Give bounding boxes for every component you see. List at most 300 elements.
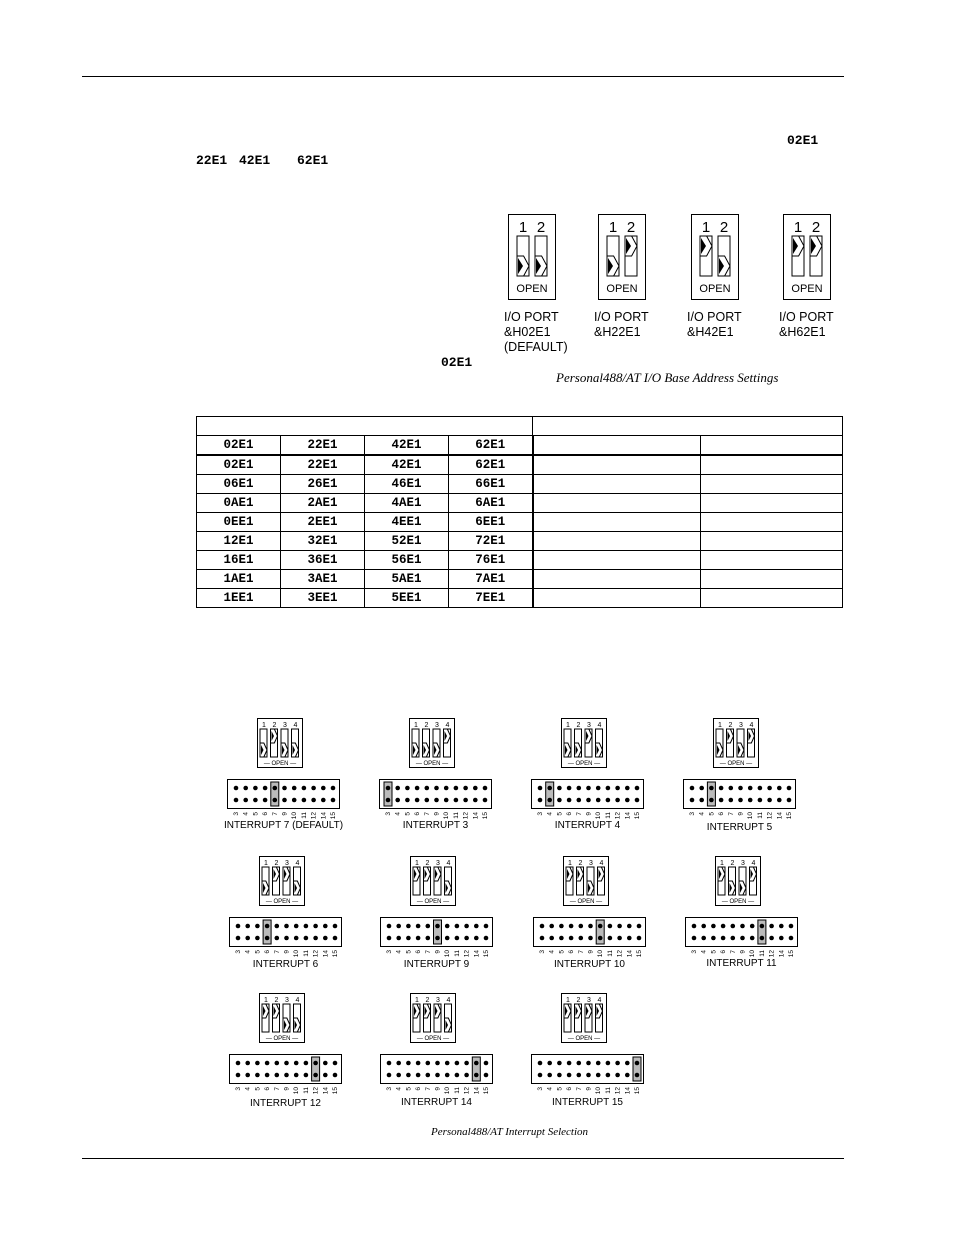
- pin: [455, 924, 460, 929]
- pin: [758, 786, 763, 791]
- pin: [627, 936, 632, 941]
- pin: [557, 1073, 562, 1078]
- pin: [547, 1073, 552, 1078]
- pin-number: 12: [463, 950, 471, 958]
- pin: [387, 924, 392, 929]
- rocker-switch: [585, 1004, 592, 1032]
- pin: [416, 1073, 421, 1078]
- pin: [538, 1073, 543, 1078]
- pin: [567, 798, 572, 803]
- pin-number: 5: [556, 1087, 564, 1091]
- pin-number: 15: [788, 950, 795, 958]
- pin: [760, 936, 765, 941]
- pin-number: 4: [242, 812, 250, 816]
- pin-number: 9: [434, 950, 442, 954]
- rocker-switch: [727, 729, 734, 757]
- interrupt-label: INTERRUPT 7 (DEFAULT): [223, 820, 344, 831]
- pin: [313, 1073, 318, 1078]
- rocker-switch: [424, 1004, 431, 1032]
- rocker-switch: [281, 729, 288, 757]
- pin-number: 4: [698, 812, 706, 816]
- interrupt-dip-switch: [561, 993, 607, 1043]
- dip-number: 4: [599, 860, 604, 867]
- pin: [596, 1073, 601, 1078]
- interrupt-label: INTERRUPT 10: [554, 959, 625, 970]
- pin-number: 15: [636, 950, 643, 958]
- interrupt-figure-caption: Personal488/AT Interrupt Selection: [431, 1126, 589, 1138]
- interrupt-dip-switch: [410, 993, 456, 1043]
- pin: [760, 924, 765, 929]
- table-cell: 7EE1: [449, 589, 533, 608]
- interrupt-label: INTERRUPT 4: [554, 820, 621, 831]
- pin: [255, 924, 260, 929]
- pin: [405, 798, 410, 803]
- pin-number: 3: [233, 812, 240, 816]
- table-cell: [701, 570, 843, 589]
- rocker-switch: [739, 867, 746, 895]
- pin-number: 11: [302, 1087, 310, 1094]
- dip-number: 4: [293, 722, 298, 729]
- pin: [625, 786, 630, 791]
- pin: [598, 924, 603, 929]
- pin: [321, 786, 326, 791]
- pin-number: 5: [404, 812, 412, 816]
- dip-number: 3: [741, 860, 745, 867]
- table-cell: 66E1: [449, 475, 533, 494]
- pin: [557, 786, 562, 791]
- pin-number: 10: [444, 950, 452, 958]
- table-cell: 0EE1: [197, 513, 281, 532]
- pin-number: 4: [546, 812, 554, 816]
- rocker-switch: [445, 1004, 452, 1032]
- table-cell: 3AE1: [281, 570, 365, 589]
- pin: [540, 936, 545, 941]
- pin: [637, 936, 642, 941]
- pin-number: 9: [585, 812, 593, 816]
- pin: [464, 936, 469, 941]
- pin: [284, 1073, 289, 1078]
- pin-number: 4: [395, 950, 403, 954]
- table-cell: [701, 532, 843, 551]
- pin: [415, 786, 420, 791]
- table-cell: 3EE1: [281, 589, 365, 608]
- table-cell: 12E1: [197, 532, 281, 551]
- pin: [275, 936, 280, 941]
- pin-number: 15: [483, 1087, 490, 1095]
- pin-number: 6: [568, 950, 576, 954]
- pin-number: 5: [558, 950, 566, 954]
- open-label: — OPEN —: [719, 761, 753, 767]
- table-cell: [701, 494, 843, 513]
- pin: [321, 798, 326, 803]
- rocker-switch: [585, 729, 592, 757]
- pin-number: 15: [482, 812, 489, 820]
- pin-number: 11: [756, 812, 764, 819]
- rocker-switch: [271, 729, 278, 757]
- pin: [738, 798, 743, 803]
- pin-number: 4: [700, 950, 708, 954]
- open-label: — OPEN —: [721, 899, 755, 905]
- table-cell: [701, 513, 843, 532]
- dip-number: 2: [576, 997, 581, 1004]
- pin: [547, 798, 552, 803]
- pin: [455, 936, 460, 941]
- pin-number: 7: [729, 950, 737, 954]
- pin-number: 15: [332, 950, 339, 958]
- pin-number: 12: [462, 812, 470, 820]
- pin: [463, 786, 468, 791]
- pin: [426, 924, 431, 929]
- dip-number: 1: [415, 860, 419, 867]
- pin: [474, 1073, 479, 1078]
- rocker-switch: [792, 236, 804, 276]
- rocker-switch: [607, 236, 619, 276]
- pin: [635, 798, 640, 803]
- pin: [483, 798, 488, 803]
- dip-number: 1: [414, 722, 418, 729]
- pin-number: 11: [604, 812, 612, 819]
- pin-number: 9: [587, 950, 595, 954]
- pin: [699, 798, 704, 803]
- jumper-shunt: [596, 920, 604, 944]
- rocker-switch: [413, 867, 420, 895]
- rocker-switch: [750, 867, 757, 895]
- pin: [444, 786, 449, 791]
- pin-number: 6: [566, 1087, 574, 1091]
- pin-number: 3: [537, 1087, 544, 1091]
- pin: [396, 924, 401, 929]
- table-cell: 1EE1: [197, 589, 281, 608]
- dip-number: 2: [576, 722, 581, 729]
- pin: [416, 924, 421, 929]
- pin-number: 7: [273, 950, 281, 954]
- pin: [294, 1073, 299, 1078]
- pin-number: 7: [424, 1087, 432, 1091]
- pin: [387, 1061, 392, 1066]
- pin: [455, 1061, 460, 1066]
- pin: [434, 798, 439, 803]
- pin: [454, 798, 459, 803]
- pin: [464, 1073, 469, 1078]
- header-cell: 62E1: [449, 436, 533, 456]
- pin: [719, 786, 724, 791]
- pin-number: 3: [539, 950, 546, 954]
- pin: [577, 1061, 582, 1066]
- pin: [386, 798, 391, 803]
- pin-number: 12: [616, 950, 624, 958]
- pin: [586, 1073, 591, 1078]
- pin: [304, 936, 309, 941]
- rocker-switch: [260, 729, 267, 757]
- rocker-switch: [283, 1004, 290, 1032]
- dip-number: 2: [425, 997, 430, 1004]
- pin-number: 10: [747, 812, 755, 820]
- intro-code-2: 22E1: [196, 153, 228, 168]
- pin: [313, 1061, 318, 1066]
- pin: [323, 1061, 328, 1066]
- table-cell: [533, 551, 701, 570]
- pin-number: 14: [473, 950, 481, 958]
- interrupt-dip-switch: [259, 993, 305, 1043]
- pin: [265, 1073, 270, 1078]
- pin: [294, 1061, 299, 1066]
- table-cell: 26E1: [281, 475, 365, 494]
- pin: [292, 786, 297, 791]
- pin: [767, 786, 772, 791]
- pin: [484, 936, 489, 941]
- dip-number: 1: [262, 722, 266, 729]
- pin-number: 5: [710, 950, 718, 954]
- table-cell: 56E1: [365, 551, 449, 570]
- table-cell: 06E1: [197, 475, 281, 494]
- side-code: 02E1: [441, 355, 473, 370]
- dip-number: 3: [285, 860, 289, 867]
- rocker-switch: [294, 1004, 301, 1032]
- table-row: [197, 494, 843, 513]
- pin: [473, 798, 478, 803]
- dip-number: 4: [295, 997, 300, 1004]
- pin-number: 3: [235, 950, 242, 954]
- pin-number: 15: [634, 1087, 641, 1095]
- pin-number: 6: [414, 812, 422, 816]
- dip-number: 4: [597, 997, 602, 1004]
- table-cell: 2EE1: [281, 513, 365, 532]
- dip-number: 4: [446, 997, 451, 1004]
- pin: [750, 936, 755, 941]
- rocker-switch: [716, 729, 723, 757]
- rocker-switch: [566, 867, 573, 895]
- table-title-cell-right: [533, 417, 843, 436]
- dip-number: 1: [568, 860, 572, 867]
- pin-number: 5: [405, 1087, 413, 1091]
- pin-number: 14: [624, 812, 632, 820]
- pin: [606, 1061, 611, 1066]
- pin-number: 7: [424, 950, 432, 954]
- pin: [275, 1073, 280, 1078]
- table-cell: 1AE1: [197, 570, 281, 589]
- dip-number: 3: [285, 997, 289, 1004]
- interrupt-label: INTERRUPT 5: [706, 822, 773, 833]
- pin: [729, 798, 734, 803]
- interrupt-label: INTERRUPT 3: [402, 820, 469, 831]
- dip-number: 1: [264, 860, 268, 867]
- pin: [435, 1073, 440, 1078]
- pin-number: 10: [595, 812, 603, 820]
- pin: [538, 798, 543, 803]
- open-label: — OPEN —: [265, 1036, 299, 1042]
- pin: [416, 936, 421, 941]
- pin: [282, 786, 287, 791]
- pin: [425, 786, 430, 791]
- pin: [284, 1061, 289, 1066]
- table-cell: [533, 455, 701, 475]
- pin: [474, 936, 479, 941]
- pin: [435, 924, 440, 929]
- pin: [294, 936, 299, 941]
- dip-number: 4: [597, 722, 602, 729]
- rocker-switch: [434, 867, 441, 895]
- pin: [255, 1061, 260, 1066]
- interrupt-dip-switch: [713, 718, 759, 768]
- pin-number: 9: [737, 812, 745, 816]
- rocker-switch: [596, 729, 603, 757]
- pin: [331, 786, 336, 791]
- pin: [395, 798, 400, 803]
- rocker-switch: [262, 867, 269, 895]
- pin: [464, 924, 469, 929]
- rocker-switch: [273, 867, 280, 895]
- pin: [445, 1073, 450, 1078]
- pin: [789, 936, 794, 941]
- table-cell: 02E1: [197, 455, 281, 475]
- pin-number: 3: [385, 812, 392, 816]
- pin: [435, 1061, 440, 1066]
- pin: [606, 786, 611, 791]
- pin-number: 4: [548, 950, 556, 954]
- pin-number: 11: [604, 1087, 612, 1094]
- dip-number: 2: [272, 722, 277, 729]
- pin: [333, 924, 338, 929]
- pin: [245, 924, 250, 929]
- io-port-label: I/O PORT &H62E1: [779, 310, 834, 339]
- io-address-table: [196, 416, 843, 608]
- pin: [719, 798, 724, 803]
- pin: [273, 786, 278, 791]
- pin: [538, 786, 543, 791]
- dip-number: 1: [566, 997, 570, 1004]
- rocker-switch: [625, 236, 637, 276]
- switch-number: 1: [793, 219, 803, 236]
- io-port-label: I/O PORT &H22E1: [594, 310, 649, 339]
- switch-number: 1: [701, 219, 711, 236]
- open-label: OPEN: [606, 283, 638, 295]
- intro-code-4: 62E1: [297, 153, 329, 168]
- pin-number: 9: [283, 1087, 291, 1091]
- pin: [253, 786, 258, 791]
- dip-number: 2: [578, 860, 583, 867]
- pin-number: 12: [614, 1087, 622, 1095]
- pin: [236, 936, 241, 941]
- interrupt-dip-switch: [410, 856, 456, 906]
- header-cell: 42E1: [365, 436, 449, 456]
- pin-number: 9: [739, 950, 747, 954]
- pin: [606, 1073, 611, 1078]
- pin: [787, 798, 792, 803]
- pin: [637, 924, 642, 929]
- pin: [731, 936, 736, 941]
- interrupt-dip-switch: [563, 856, 609, 906]
- pin: [540, 924, 545, 929]
- pin: [549, 936, 554, 941]
- pin-number: 5: [556, 812, 564, 816]
- pin-number: 9: [434, 1087, 442, 1091]
- table-cell: 16E1: [197, 551, 281, 570]
- pin: [302, 798, 307, 803]
- pin-number: 15: [634, 812, 641, 820]
- dip-number: 4: [749, 722, 754, 729]
- table-title-row: [197, 417, 843, 436]
- switch-number: 1: [608, 219, 618, 236]
- pin: [692, 924, 697, 929]
- pin: [311, 786, 316, 791]
- pin: [569, 936, 574, 941]
- dip-number: 3: [436, 860, 440, 867]
- top-rule: [82, 76, 844, 77]
- rocker-switch: [737, 729, 744, 757]
- pin: [265, 1061, 270, 1066]
- pin: [692, 936, 697, 941]
- rocker-switch: [564, 729, 571, 757]
- pin-number: 3: [691, 950, 698, 954]
- open-label: — OPEN —: [567, 1036, 601, 1042]
- pin: [598, 936, 603, 941]
- pin: [615, 1061, 620, 1066]
- rocker-switch: [434, 1004, 441, 1032]
- pin: [547, 1061, 552, 1066]
- pin-number: 12: [614, 812, 622, 820]
- table-cell: [533, 513, 701, 532]
- pin: [606, 798, 611, 803]
- table-row: [197, 589, 843, 608]
- switch-number: 1: [518, 219, 528, 236]
- pin-number: 14: [472, 812, 480, 820]
- rocker-switch: [412, 729, 419, 757]
- rocker-switch: [424, 867, 431, 895]
- table-row: [197, 532, 843, 551]
- pin: [253, 798, 258, 803]
- dip-number: 2: [274, 997, 279, 1004]
- interrupt-dip-switch: [409, 718, 455, 768]
- pin-number: 11: [452, 812, 460, 819]
- pin: [750, 924, 755, 929]
- switch-number: 2: [536, 219, 546, 236]
- table-row: [197, 475, 843, 494]
- jumper-shunt: [434, 920, 442, 944]
- rocker-switch: [413, 1004, 420, 1032]
- pin: [483, 786, 488, 791]
- rocker-switch: [575, 1004, 582, 1032]
- pin: [559, 924, 564, 929]
- pin: [557, 798, 562, 803]
- pin-number: 6: [415, 1087, 423, 1091]
- table-cell: 46E1: [365, 475, 449, 494]
- pin: [323, 1073, 328, 1078]
- pin: [779, 924, 784, 929]
- interrupt-dip-switch: [561, 718, 607, 768]
- pin: [406, 936, 411, 941]
- pin: [608, 936, 613, 941]
- pin: [275, 1061, 280, 1066]
- dip-number: 3: [739, 722, 743, 729]
- pin: [245, 1073, 250, 1078]
- jumper-shunt: [758, 920, 766, 944]
- pin: [236, 1073, 241, 1078]
- pin: [711, 936, 716, 941]
- pin-number: 15: [332, 1087, 339, 1095]
- pin: [789, 924, 794, 929]
- io-dip-switch: [691, 214, 739, 300]
- pin: [265, 936, 270, 941]
- table-cell: 62E1: [449, 455, 533, 475]
- pin: [690, 798, 695, 803]
- pin: [615, 1073, 620, 1078]
- pin: [304, 924, 309, 929]
- table-cell: 4AE1: [365, 494, 449, 513]
- table-cell: 76E1: [449, 551, 533, 570]
- pin: [323, 924, 328, 929]
- pin: [690, 786, 695, 791]
- pin: [588, 924, 593, 929]
